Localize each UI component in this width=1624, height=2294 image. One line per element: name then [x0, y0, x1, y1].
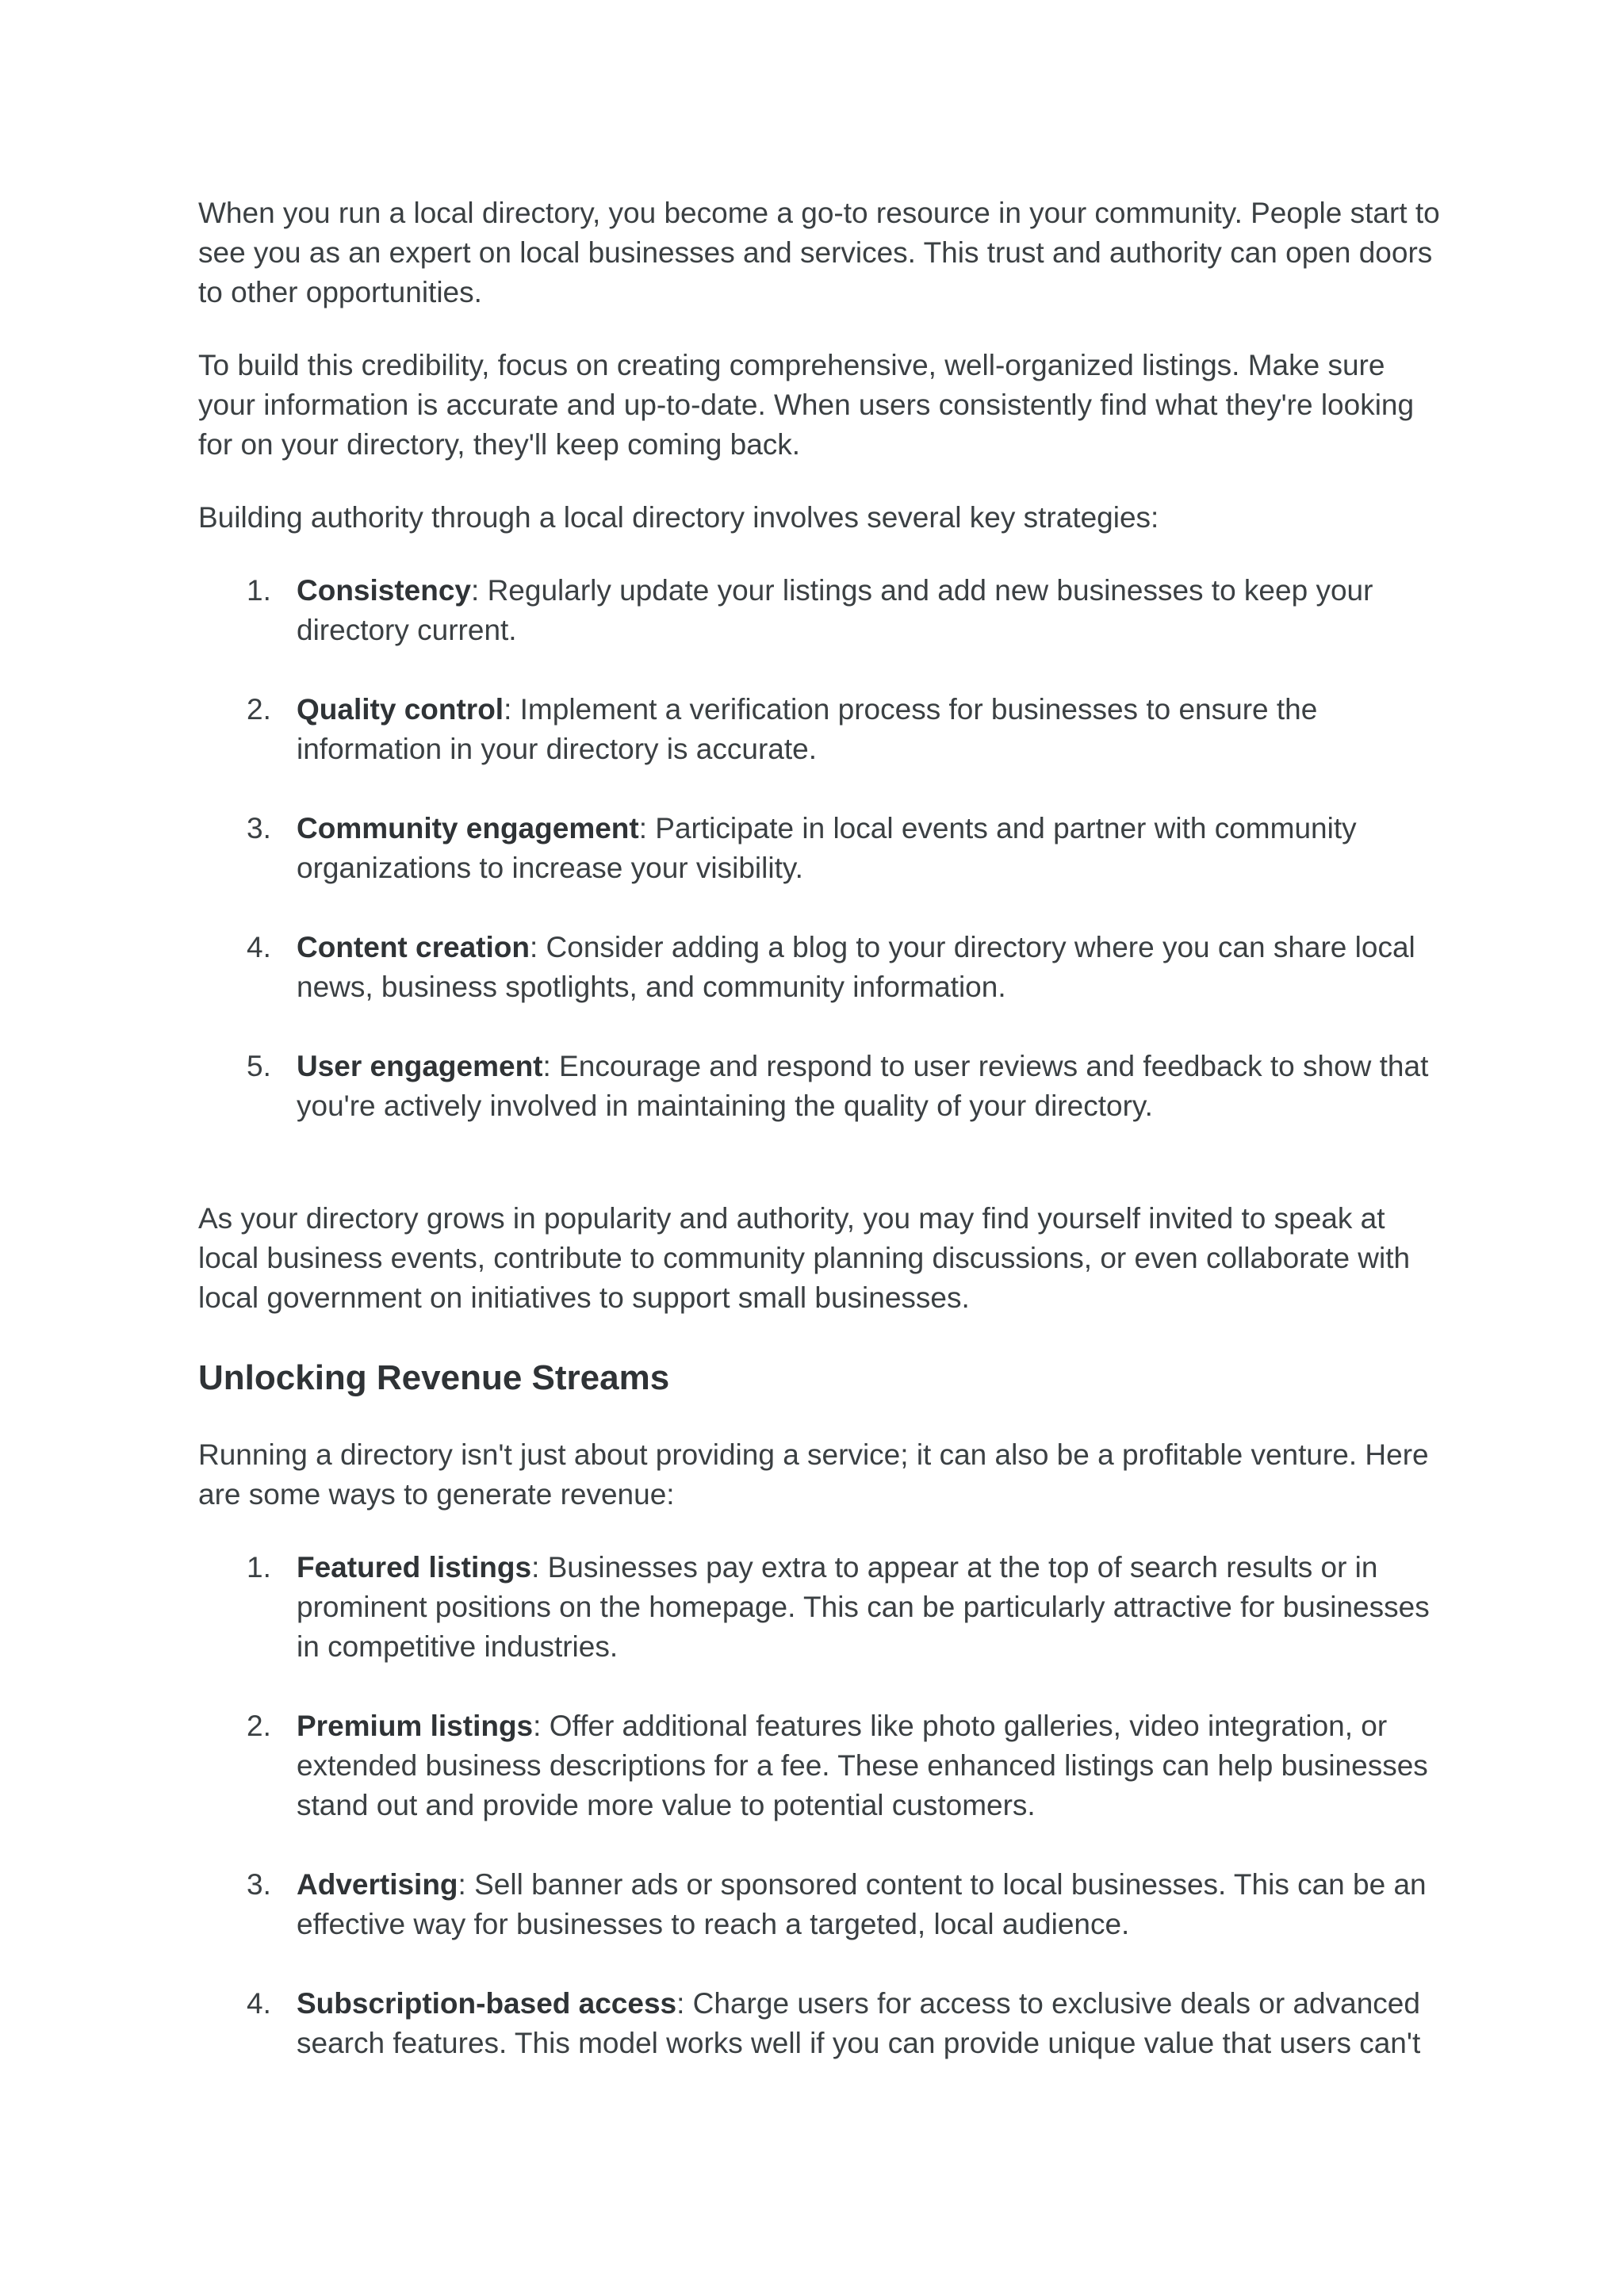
- list-item-term: Premium listings: [297, 1710, 534, 1742]
- list-item-number: 3.: [247, 1868, 271, 1901]
- list-item-text: : Businesses pay extra to appear at the top of search results or in prominent positions on the homepage. This can be particularly attractive for businesses in competitive industries.: [297, 1551, 1430, 1663]
- list-item: [198, 1984, 1443, 2063]
- list-item-number: 2.: [247, 693, 271, 726]
- list-item-text: : Consider adding a blog to your directory where you can share local news, business spotlights, and community information.: [297, 931, 1415, 1003]
- list-item-term: Featured listings: [297, 1551, 532, 1584]
- closing-paragraph: As your directory grows in popularity and authority, you may find yourself invited to speak at local business events, contribute to community planning discussions, or even collaborate with local government on initiatives to support small businesses.: [198, 1202, 1411, 1314]
- list-item-number: 5.: [247, 1050, 271, 1082]
- list-item-text: : Regularly update your listings and add new businesses to keep your directory current.: [297, 574, 1373, 646]
- intro-paragraph-1: When you run a local directory, you become a go-to resource in your community. People start to see you as an expert on local businesses and services. This trust and authority can open doors to other opportunities.: [198, 197, 1440, 308]
- list-item-text: : Participate in local events and partner with community organizations to increase your visibility.: [297, 812, 1357, 884]
- list-item: [198, 571, 1443, 650]
- list-item: [198, 1548, 1443, 1667]
- list-item-number: 1.: [247, 1551, 271, 1584]
- intro-paragraph-2: To build this credibility, focus on creating comprehensive, well-organized listings. Make sure your information is accurate and up-to-date. When users consistently find what they're looking for on your directory, they'll keep coming back.: [198, 349, 1415, 461]
- list-item-number: 3.: [247, 812, 271, 844]
- list-item-number: 2.: [247, 1710, 271, 1742]
- list-item-text: : Charge users for access to exclusive deals or advanced search features. This model works well if you can provide unique value that users can't: [297, 1987, 1421, 2059]
- list-item: [198, 1706, 1443, 1825]
- list-item-term: Consistency: [297, 574, 472, 607]
- list-item-term: Community engagement: [297, 812, 639, 844]
- list-item-number: 4.: [247, 1987, 271, 2020]
- list-item-text: : Implement a verification process for businesses to ensure the information in your directory is accurate.: [297, 693, 1318, 765]
- list-item-term: Content creation: [297, 931, 530, 963]
- list-item-text: : Offer additional features like photo galleries, video integration, or extended business descriptions for a fee. These enhanced listings can help businesses stand out and provide more value to potential customers.: [297, 1710, 1428, 1821]
- list-item-term: Advertising: [297, 1868, 458, 1901]
- section-heading: Unlocking Revenue Streams: [198, 1358, 670, 1397]
- list-item: [198, 928, 1443, 1007]
- revenue-streams-list: [198, 1548, 1443, 2063]
- authority-strategies-list: [198, 571, 1443, 1126]
- list-item: [198, 1047, 1443, 1126]
- intro-paragraph-3: Building authority through a local directory involves several key strategies:: [198, 501, 1159, 534]
- list-item-text: : Sell banner ads or sponsored content to local businesses. This can be an effective way for businesses to reach a targeted, local audience.: [297, 1868, 1427, 1940]
- list-item: [198, 1865, 1443, 1944]
- list-item: [198, 690, 1443, 769]
- document-page: [198, 193, 1443, 2063]
- revenue-intro-paragraph: Running a directory isn't just about providing a service; it can also be a profitable venture. Here are some ways to generate revenue:: [198, 1438, 1429, 1511]
- list-item-number: 1.: [247, 574, 271, 607]
- list-item-term: User engagement: [297, 1050, 543, 1082]
- list-item: [198, 809, 1443, 888]
- list-item-text: : Encourage and respond to user reviews and feedback to show that you're actively involved in maintaining the quality of your directory.: [297, 1050, 1429, 1122]
- list-item-number: 4.: [247, 931, 271, 963]
- list-item-term: Quality control: [297, 693, 504, 726]
- list-item-term: Subscription-based access: [297, 1987, 677, 2020]
